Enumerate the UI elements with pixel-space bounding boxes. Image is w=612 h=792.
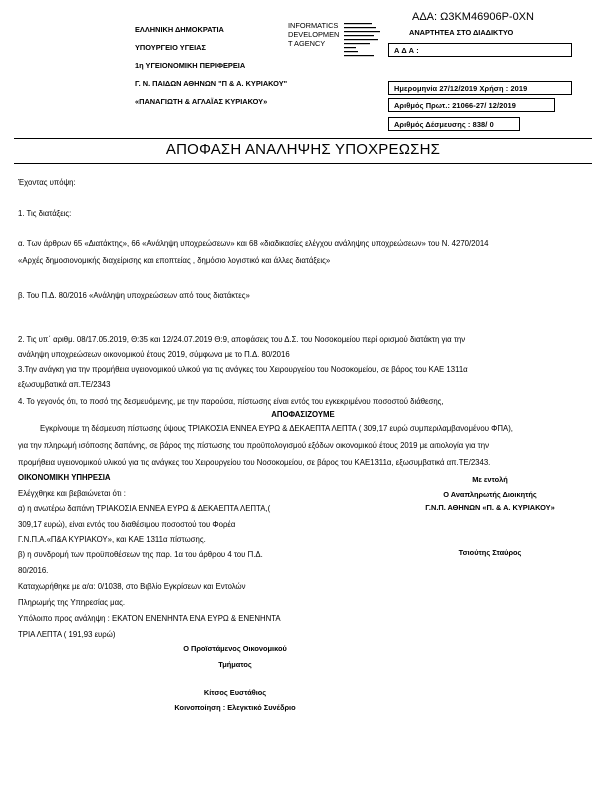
paragraph-3-line-1: 3.Την ανάγκη για την προμήθεια υγειονομικού υλικού για τις ανάγκες του Χειρουργείου του Νοσοκομείου, σε βάρος του ΚΑΕ 1311α: [18, 365, 468, 374]
economic-checked-label: Ελέγχθηκε και βεβαιώνεται ότι :: [18, 489, 126, 498]
economic-a-line-2: 309,17 ευρώ), είναι εντός του διαθέσιμου ποσοστού του Φορέα: [18, 520, 236, 529]
header-ministry: ΥΠΟΥΡΓΕΙΟ ΥΓΕΙΑΣ: [135, 43, 206, 52]
economic-b-line-2: 80/2016.: [18, 566, 49, 575]
decision-line-3: προμήθεια υγειονομικού υλικού για τις ανάγκες του Χειρουργείου του Νοσοκομείου, σε βάρος του ΚΑΕ1311α, εξωσυμβατικά απ.ΤΕ/2343.: [18, 458, 491, 467]
page-title: ΑΠΟΦΑΣΗ ΑΝΑΛΗΨΗΣ ΥΠΟΧΡΕΩΣΗΣ: [165, 141, 441, 158]
remaining-line-1: Υπόλοιπο προς ανάληψη : ΕΚΑΤΟΝ ΕΝΕΝΗΝΤΑ ΕΝΑ ΕΥΡΩ & ΕΝΕΝΗΝΤΑ: [18, 614, 281, 623]
deputy-director-hospital: Γ.Ν.Π. ΑΘΗΝΩΝ «Π. & Α. ΚΥΡΙΑΚΟΥ»: [425, 503, 555, 512]
header-republic: ΕΛΛΗΝΙΚΗ ΔΗΜΟΚΡΑΤΙΑ: [135, 25, 224, 34]
ada-box: Α Δ Α :: [388, 43, 572, 57]
by-order-label: Με εντολή: [472, 475, 508, 484]
decision-line-1: Εγκρίνουμε τη δέσμευση πίστωσης ύψους ΤΡΙΑΚΟΣΙΑ ΕΝΝΕΑ ΕΥΡΩ & ΔΕΚΑΕΠΤΑ ΛΕΠΤΑ ( 309,17 ευρώ συμπεριλαμβανομένου ΦΠΑ),: [40, 424, 513, 433]
provision-a-line-1: α. Των άρθρων 65 «Διατάκτης», 66 «Ανάληψη υποχρεώσεων» και 68 «διαδικασίες ελέγχου ανάληψης υποχρεώσεων» του Ν. 4270/2014: [18, 239, 489, 248]
paragraph-2-line-1: 2. Τις υπ΄ αριθμ. 08/17.05.2019, Θ:35 και 12/24.07.2019 Θ:9, αποφάσεις του Δ.Σ. του Νοσοκομείου περί ορισμού διατάκτη για την: [18, 335, 466, 344]
ada-code: ΑΔΑ: Ω3ΚΜ46906Ρ-0ΧΝ: [412, 11, 534, 23]
protocol-box: Αριθμός Πρωτ.: 21066-27/ 12/2019: [388, 98, 555, 112]
title-bottom-rule: [14, 163, 592, 164]
signature-fine-print-graphic: [344, 21, 384, 59]
date-box: Ημερομηνία 27/12/2019 Χρήση : 2019: [388, 81, 572, 95]
header-hospital: Γ. Ν. ΠΑΙΔΩΝ ΑΘΗΝΩΝ "Π & Α. ΚΥΡΙΑΚΟΥ": [135, 79, 288, 88]
signature-stamp-line-1: INFORMATICS: [288, 21, 339, 30]
paragraph-4-line: 4. Το γεγονός ότι, το ποσό της δεσμευόμενης, με την παρούσα, πίστωσης είναι εντός του εγκεκριμένου ποσοστού διάθεσης,: [18, 397, 444, 406]
registration-line-2: Πληρωμής της Υπηρεσίας μας.: [18, 598, 126, 607]
finance-head-name: Κίτσος Ευστάθιος: [203, 688, 267, 697]
header-hospital-full: «ΠΑΝΑΓΙΩΤΗ & ΑΓΛΑΪΑΣ ΚΥΡΙΑΚΟΥ»: [135, 97, 268, 106]
decision-heading: ΑΠΟΦΑΣΙΖΟΥΜΕ: [271, 410, 335, 419]
remaining-line-2: ΤΡΙΑ ΛΕΠΤΑ ( 191,93 ευρώ): [18, 630, 116, 639]
signature-stamp-line-2: DEVELOPMEN: [288, 30, 340, 39]
finance-head-title: Ο Προϊστάμενος Οικονομικού: [183, 644, 287, 653]
header-region: 1η ΥΓΕΙΟΝΟΜΙΚΗ ΠΕΡΙΦΕΡΕΙΑ: [135, 61, 246, 70]
notification-recipient: Κοινοποίηση : Ελεγκτικό Συνέδριο: [174, 703, 296, 712]
economic-b-line-1: β) η συνδρομή των προϋποθέσεων της παρ. 1α του άρθρου 4 του Π.Δ.: [18, 550, 263, 559]
provision-a-line-2: «Αρχές δημοσιονομικής διαχείρισης και εποπτείας , δημόσιο λογιστικό και άλλες διατάξεις»: [18, 256, 331, 265]
deputy-director-name: Τσιούτης Σταύρος: [458, 548, 522, 557]
provision-b-line: β. Του Π.Δ. 80/2016 «Ανάληψη υποχρεώσεων από τους διατάκτες»: [18, 291, 250, 300]
considering-label: Έχοντας υπόψη:: [18, 178, 76, 187]
economic-service-heading: ΟΙΚΟΝΟΜΙΚΗ ΥΠΗΡΕΣΙΑ: [18, 473, 111, 482]
economic-a-line-1: α) η ανωτέρω δαπάνη ΤΡΙΑΚΟΣΙΑ ΕΝΝΕΑ ΕΥΡΩ & ΔΕΚΑΕΠΤΑ ΛΕΠΤΑ,(: [18, 504, 271, 513]
digital-signature-stamp: [288, 21, 384, 57]
decision-line-2: για την πληρωμή ισόποσης δαπάνης, σε βάρος της πίστωσης του προϋπολογισμού εξόδων οικονομικού έτους 2019 με αιτιολογία για την: [18, 441, 489, 450]
paragraph-3-line-2: εξωσυμβατικά απ.ΤΕ/2343: [18, 380, 111, 389]
finance-head-title-2: Τμήματος: [218, 660, 252, 669]
deputy-director-title: Ο Αναπληρωτής Διοικητής: [443, 490, 537, 499]
commitment-box: Αριθμός Δέσμευσης : 838/ 0: [388, 117, 520, 131]
posted-online-label: ΑΝΑΡΤΗΤΕΑ ΣΤΟ ΔΙΑΔΙΚΤΥΟ: [409, 28, 514, 37]
signature-stamp-line-3: T AGENCY: [288, 39, 326, 48]
paragraph-2-line-2: ανάληψη υποχρεώσεων οικονομικού έτους 2019, σύμφωνα με το Π.Δ. 80/2016: [18, 350, 290, 359]
provisions-label: 1. Τις διατάξεις:: [18, 209, 72, 218]
title-top-rule: [14, 138, 592, 139]
registration-line-1: Καταχωρήθηκε με α/α: 0/1038, στο Βιβλίο Εγκρίσεων και Εντολών: [18, 582, 246, 591]
economic-a-line-3: Γ.Ν.Π.Α.«Π&Α ΚΥΡΙΑΚΟΥ», και ΚΑΕ 1311α πίστωσης.: [18, 535, 206, 544]
